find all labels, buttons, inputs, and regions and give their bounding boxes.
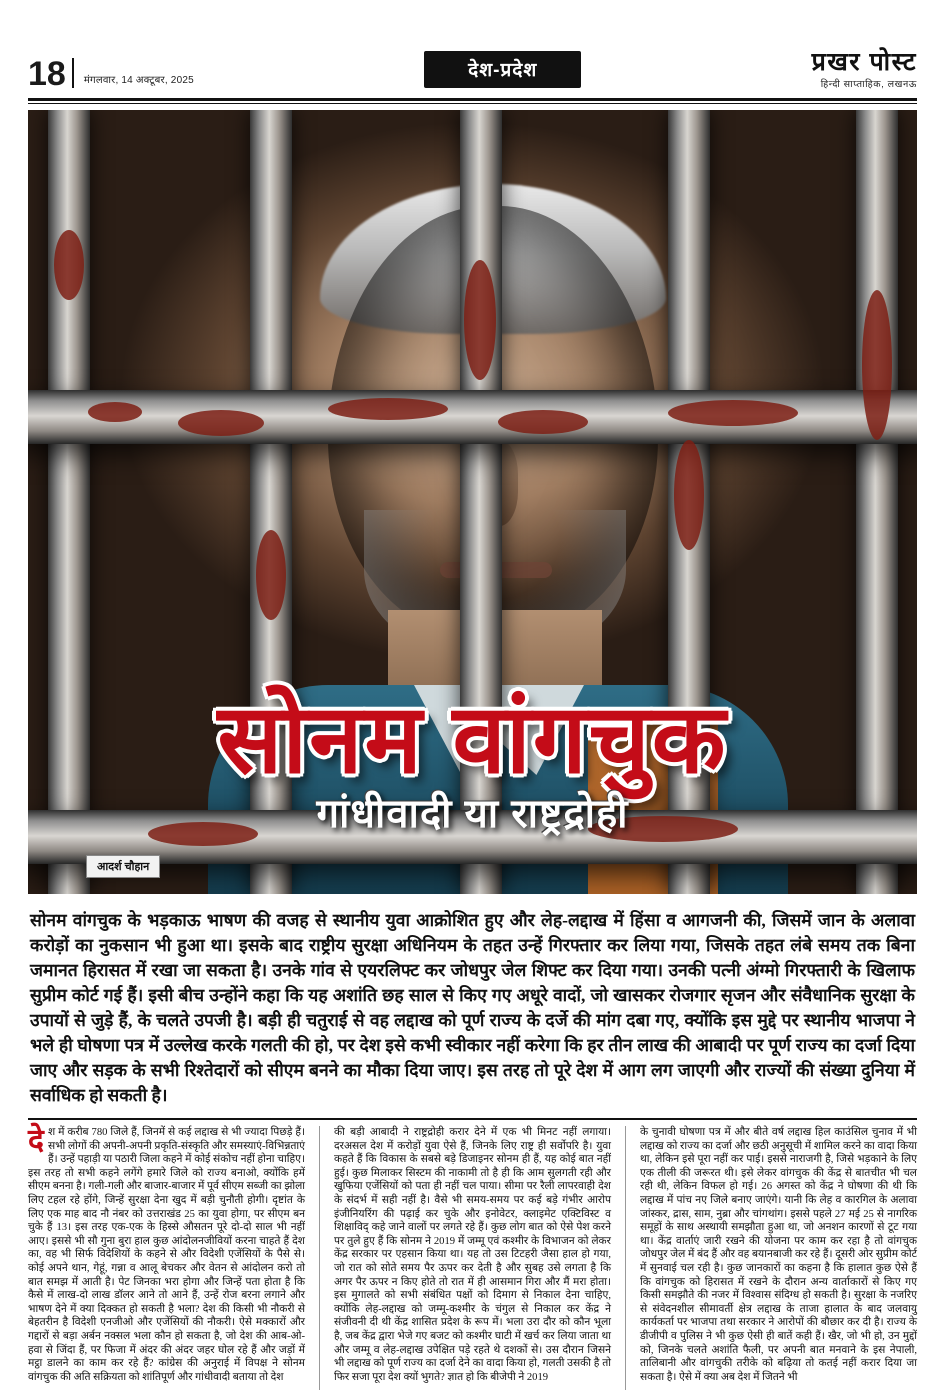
masthead-left [28, 55, 194, 93]
column-3-text: के चुनावी घोषणा पत्र में और बीते वर्ष लद्दाख हिल काउंसिल चुनाव में भी लद्दाख को राज्य का दर्जा और छठी अनुसूची में शामिल करने का वादा किया था, लेकिन इसे पूरा नहीं कर पाई। इससे नाराजगी है, जिसे भड़काने के लिए एक तीली की जरूरत थी। इसे लेकर वांगचुक की केंद्र से बातचीत भी चल रही थी, लेकिन विफल हो गई। 26 अगस्त को केंद्र ने घोषणा की थी कि लद्दाख में पांच नए जिले बनाए जाएंगे। यानी कि लेह व कारगिल के अलावा जांस्कर, द्रास, साम, नुब्रा और चांगथांग। इससे पहले 27 मई 25 से नागरिक समूहों के साथ अस्थायी समझौता हुआ था, जो अनशन कारणों से टूट गया था। केंद्र वार्ताएं जारी रखने की योजना पर काम कर रहा है तो वांगचुक जोधपुर जेल में बंद हैं और वह बयानबाजी कर रहे हैं। दूसरी ओर सुप्रीम कोर्ट में सुनवाई चल रही है। कुछ जानकारों का कहना है कि हालात कुछ ऐसे हैं कि वांगचुक को हिरासत में रखने के दौरान अन्य वार्ताकारों से किए गए किसी समझौते की नजर में विश्वास संदिग्ध हो सकती है। सुरक्षा के नजरिए से संवेदनशील सीमावर्ती क्षेत्र लद्दाख के ताजा हालात के बाद जलवायु कार्यकर्ता पर भाजपा तथा सरकार ने आरोपों की बौछार कर दी है। राज्य के डीजीपी व पुलिस ने भी कुछ ऐसी ही बातें कही हैं। खैर, जो भी हो, उन मुद्दों को, जिनके चलते अशांति फैली, पर अपनी बात मनवाने के इस नेपाली, तालिबानी और वांगचुकी तरीके को बढ़िया तो कतई नहीं करार दिया जा सकता है। ऐसे में क्या अब देश में जितने भी [640, 1127, 917, 1383]
intro-rule [28, 1118, 917, 1120]
rust-stain [498, 410, 588, 434]
hero-photo [28, 110, 917, 894]
rust-stain [862, 290, 892, 440]
publication-subtitle: हिन्दी साप्ताहिक, लखनऊ [820, 79, 917, 90]
rust-stain [674, 440, 704, 550]
dateline: मंगलवार, 14 अक्टूबर, 2025 [83, 75, 194, 86]
column-1-text: श में करीब 780 जिले हैं, जिनमें से कई लद्दाख से भी ज्यादा पिछड़े हैं। सभी लोगों की अपनी-अपनी प्रकृति-संस्कृति और समस्याएं-विभिन्नताएं हैं। उन्हें पहाड़ी या पठारी जिला कहने में कोई संकोच नहीं होना चाहिए। इस तरह तो सभी कहने लगेंगे हमारे जिले को राज्य बनाओ, क्योंकि हमें सीएम बनना है। गली-गली और बाजार-बाजार में पूर्व सीएम सब्जी का झोला लिए टहल रहे होंगे, जिन्हें सुरक्षा देना खुद में बड़ी चुनौती होगी। दृष्टांत के लिए एक माह बाद नौ नंबर को उत्तराखंड 25 का युवा होगा, पर सीएम बन चुके हैं 13। इस तरह एक-एक के हिस्से औसतन पूरे दो-दो साल भी नहीं आए। इससे भी सौ गुना बुरा हाल कुछ आंदोलनजीवियों करना चाहते हैं देश का, वह भी सिर्फ विदेशियों के कहने से और विदेशी एजेंसियों के पैसे से। कोई अपने थान, गेहूं, गन्ना व आलू बेचकर और वेतन से आंदोलन करो तो बात समझ में आती है। पेट जिनका भरा होगा और जिन्हें पता होता है कि कैसे में लाख-दो लाख डॉलर आने तो आने हैं, उन्हें रोज बरना लगाने और भाषण देने में क्या दिक्कत हो सकती है भला? देश की किसी भी नौकरी से बेहतरीन है विदेशी एनजीओ और एजेंसियों की नौकरी। ऐसे मक्कारों और गद्दारों से बड़ा अर्बन नक्सल भला कौन हो सकता है, जो देश की आब-ओ-हवा से जिंदा हैं, पर फिजा में अंदर की अंदर जहर घोल रहे हैं और जड़ों में मट्ठा डालने का काम कर रहे हैं? कांग्रेस की अनुराई में विपक्ष ने सोनम वांगचुक की अति सक्रियता को शांतिपूर्ण और गांधीवादी बताया तो देश [28, 1127, 305, 1383]
rust-stain [328, 398, 448, 420]
rust-stain [256, 530, 286, 620]
article-intro: सोनम वांगचुक के भड़काऊ भाषण की वजह से स्थानीय युवा आक्रोशित हुए और लेह-लद्दाख में हिंसा व आगजनी की, जिसमें जान के अलावा करोड़ों का नुकसान भी हुआ था। इसके बाद राष्ट्रीय सुरक्षा अधिनियम के तहत उन्हें गिरफ्तार कर लिया गया, जिसके तहत लंबे समय तक बिना जमानत हिरासत में रखा जा सकता है। उनके गांव से एयरलिफ्ट कर जोधपुर जेल शिफ्ट कर दिया गया। उनकी पत्नी अंग्मो गिरफ्तारी के खिलाफ सुप्रीम कोर्ट गई हैं। इसी बीच उन्होंने कहा कि यह अशांति छह साल से किए गए अधूरे वादों, जो खासकर रोजगार सृजन और संवैधानिक सुरक्षा के उपायों से जुड़े हैं, के चलते उपजी है। बड़ी ही चतुराई से वह लद्दाख को पूर्ण राज्य के दर्जे की मांग दबा गए, क्योंकि इस मुद्दे पर स्थानीय भाजपा ने भले ही घोषणा पत्र में उल्लेख करके गलती की हो, पर देश इसे कभी स्वीकार नहीं करेगा कि हर तीन लाख की आबादी पर पूर्ण राज्य का दर्जा दिया जाए और सड़क के सभी रिश्तेदारों को सीएम बनने का मौका दिया जाए। इस तरह तो पूरे देश में आग लग जाएगी और राज्यों की संख्या दुनिया में सर्वाधिक हो सकती है। [30, 910, 915, 1105]
drop-cap: दे [28, 1124, 44, 1157]
hero-subheadline: गांधीवादी या राष्ट्रद्रोही [316, 792, 629, 836]
hero-headline-block [28, 686, 917, 836]
rust-stain [178, 410, 264, 436]
article-columns [28, 1126, 917, 1390]
masthead [28, 0, 917, 93]
rust-stain [464, 260, 496, 380]
article-column-3 [640, 1126, 917, 1390]
column-divider [319, 1126, 320, 1390]
byline: आदर्श चौहान [86, 855, 160, 878]
header-rule-thick [28, 98, 917, 101]
publication-title: प्रखर पोस्ट [811, 48, 917, 76]
hero-headline: सोनम वांगचुक [217, 686, 728, 793]
rust-stain [668, 400, 798, 426]
masthead-right [812, 49, 917, 90]
header-rule-thin [28, 103, 917, 104]
article-column-2 [334, 1126, 611, 1390]
rust-stain [88, 402, 142, 422]
page-number: 18 [28, 55, 66, 93]
rust-stain [54, 230, 84, 300]
masthead-divider [72, 58, 74, 88]
column-2-text: की बड़ी आबादी ने राष्ट्रद्रोही करार देने में एक भी मिनट नहीं लगाया। दरअसल देश में करोड़ों युवा ऐसे हैं, जिनके लिए राष्ट्र ही सर्वोपरि है। युवा कहते हैं कि विकास के सबसे बड़े डिजाइनर सोनम ही हैं, यह कोई बात नहीं हुई। कुछ मिलाकर सिस्टम की नाकामी तो है ही कि आम सुलगती रही और खुफिया एजेंसियों को पता ही नहीं चल पाया। सीमा पर रैली लापरवाही देश के संदर्भ में सही नहीं है। वैसे भी समय-समय पर कई बड़े गंभीर आरोप इंजीनियरिंग की पढ़ाई कर चुके और इनोवेटर, क्लाइमेट एक्टिविस्ट व शिक्षाविद् कहे जाने वालों पर लगते रहे हैं। कुछ लोग बात को ऐसे पेश करने पर तुले हुए हैं कि सोनम ने 2019 में जम्मू एवं कश्मीर के विभाजन को लेकर केंद्र सरकार पर एहसान किया था। यह तो उस टिटहरी जैसा हाल हो गया, जो रात को सोते समय पैर ऊपर कर देती है और सुबह उसे लगता है कि अगर पैर ऊपर न किए होते तो रात में ही आसमान गिरा और मैं मरा होता। इस मुगालते को सभी संबंधित पक्षों को दिमाग से निकाल देना चाहिए, क्योंकि लेह-लद्दाख को जम्मू-कश्मीर के चंगुल से निकाल कर केंद्र ने संजीवनी दी थी केंद्र शासित प्रदेश के रूप में। भला उरा दौर को कौन भूला है, जब केंद्र द्वारा भेजे गए बजट को कश्मीर घाटी में खर्च कर लिया जाता था और जम्मू व लेह-लद्दाख उपेक्षित पड़े रहते थे दशकों से। उस दौरान जिसने भी लद्दाख को पूर्ण राज्य का दर्जा देने का वादा किया हो, गलती उसकी है तो फिर सजा पूरा देश क्यों भुगते? ज्ञात हो कि बीजेपी ने 2019 [334, 1127, 611, 1383]
section-label: देश-प्रदेश [424, 51, 581, 88]
column-divider [625, 1126, 626, 1390]
article-column-1 [28, 1126, 305, 1390]
